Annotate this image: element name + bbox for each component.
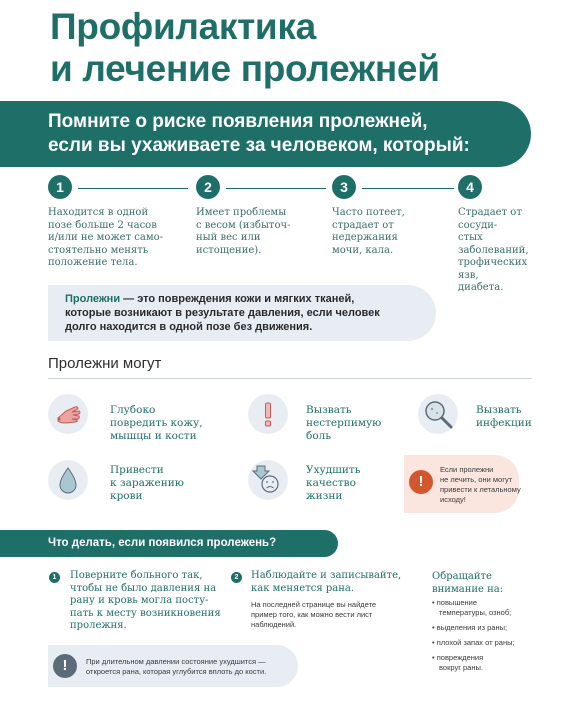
step-1-line: позе больше 2 часов xyxy=(48,219,157,231)
lethal-warning-text xyxy=(440,465,521,505)
action-1-line: Поверните больного так, xyxy=(70,570,203,581)
step-2-line: Имеет проблемы xyxy=(196,207,287,218)
risk-banner xyxy=(0,101,531,167)
list-item xyxy=(432,598,515,618)
risk-4-line: крови xyxy=(110,490,143,502)
action-2-note xyxy=(251,600,376,630)
risk-item-2 xyxy=(306,404,381,443)
risk-5-line: качество xyxy=(306,477,356,489)
action-1-line: пролежня. xyxy=(70,620,127,631)
risk-3-line: инфекции xyxy=(476,417,532,429)
warning-icon: ! xyxy=(409,470,433,494)
step-text-2 xyxy=(196,207,290,257)
step-4-line: трофических язв, xyxy=(458,257,528,281)
step-connector xyxy=(78,188,188,189)
action-1-line: рану и кровь могла посту- xyxy=(70,595,209,606)
step-3-line: недержания xyxy=(332,232,398,243)
step-number-2: 2 xyxy=(196,175,220,199)
risk-4-line: к заражению xyxy=(110,477,184,489)
drop-icon xyxy=(48,460,88,500)
risk-item-5 xyxy=(306,464,360,503)
hand-icon xyxy=(48,394,88,434)
step-2-line: истощение). xyxy=(196,244,262,256)
action-1-line: чтобы не было давления на xyxy=(70,582,217,594)
risk-item-3 xyxy=(476,404,532,430)
risk-4-line: Привести xyxy=(110,464,164,476)
action-1-line: пать к месту возникновения xyxy=(70,607,221,619)
warning-line: не лечить, они могут xyxy=(440,475,513,484)
risk-2-line: боль xyxy=(306,430,332,442)
step-1-line: положение тела. xyxy=(48,257,138,268)
risk-1-line: Глубоко xyxy=(110,404,156,416)
definition-box xyxy=(48,285,436,341)
action-number-1: 1 xyxy=(49,572,60,583)
risk-5-line: Ухудшить xyxy=(306,464,361,476)
action-2-line: Наблюдайте и записывайте, xyxy=(251,570,402,581)
section-divider xyxy=(48,378,532,379)
risk-2-line: нестерпимую xyxy=(306,417,382,429)
step-3-line: Часто потеет, xyxy=(332,207,405,218)
action-2-note-line: пример того, как можно вести лист xyxy=(251,610,373,619)
list-item-line: температуры, озноб; xyxy=(439,608,512,617)
action-2-line: как меняется рана. xyxy=(251,582,355,594)
list-item-line: • выделения из раны; xyxy=(432,623,515,633)
list-item-line: вокруг раны. xyxy=(439,663,483,672)
page-title xyxy=(50,6,550,90)
step-number-1: 1 xyxy=(48,175,72,199)
action-2-note-line: На последней странице вы найдете xyxy=(251,600,377,609)
list-item-line: • повышение xyxy=(432,598,515,608)
banner-line-1: Помните о риске появления пролежней, xyxy=(48,111,428,132)
actions-heading: Что делать, если появился пролежень? xyxy=(0,530,338,557)
step-3-line: мочи, кала. xyxy=(332,244,394,256)
risks-heading: Пролежни могут xyxy=(48,355,162,372)
exclamation-icon: ! xyxy=(53,654,77,678)
pressure-note-text xyxy=(86,657,266,677)
step-4-line: Страдает от сосуди- xyxy=(458,207,522,231)
risk-2-line: Вызвать xyxy=(306,404,352,416)
step-2-line: с весом (избыточ- xyxy=(196,219,291,231)
watch-list xyxy=(432,598,515,678)
risk-item-1 xyxy=(110,404,203,443)
action-2-text xyxy=(251,570,401,595)
step-4-line: стых заболеваний, xyxy=(458,232,529,256)
risk-item-4 xyxy=(110,464,184,503)
step-number-4: 4 xyxy=(458,175,482,199)
step-text-3 xyxy=(332,207,405,257)
sad-face-icon xyxy=(248,460,288,500)
note-line: При длительном давлении состояние ухудшится — xyxy=(86,657,266,666)
warning-line: привести к летальному xyxy=(440,485,521,494)
step-4-line: диабета. xyxy=(458,282,504,293)
step-connector xyxy=(226,188,326,189)
step-2-line: ный вес или xyxy=(196,232,261,243)
risk-5-line: жизни xyxy=(306,490,343,502)
action-1-text xyxy=(70,570,221,633)
list-item xyxy=(432,623,515,633)
step-text-4 xyxy=(458,207,538,295)
risk-1-line: повредить кожу, xyxy=(110,417,203,429)
action-number-2: 2 xyxy=(231,572,242,583)
step-number-3: 3 xyxy=(332,175,356,199)
definition-line-1 xyxy=(65,292,436,306)
note-line: откроется рана, которая углубится вплоть до кости. xyxy=(86,667,267,676)
risk-1-line: мышцы и кости xyxy=(110,430,197,442)
title-line-2: и лечение пролежней xyxy=(50,48,440,89)
title-line-1: Профилактика xyxy=(50,6,316,47)
banner-line-2: если вы ухаживаете за человеком, который: xyxy=(48,135,470,156)
risk-steps xyxy=(48,175,538,293)
magnifier-icon xyxy=(418,394,458,434)
action-2-note-line: наблюдений. xyxy=(251,620,297,629)
warning-line: Если пролежни xyxy=(440,465,494,474)
warning-line: исходу! xyxy=(440,495,466,504)
definition-term: Пролежни xyxy=(65,293,121,305)
step-1-line: и/или не может само- xyxy=(48,232,164,243)
definition-line-1-rest: — это повреждения кожи и мягких тканей, xyxy=(120,293,355,305)
step-1-line: стоятельно менять xyxy=(48,244,149,256)
list-item xyxy=(432,653,515,673)
step-3-line: страдает от xyxy=(332,219,394,231)
step-connector xyxy=(362,188,454,189)
watch-title xyxy=(432,571,503,596)
risk-3-line: Вызвать xyxy=(476,404,522,416)
step-text-1 xyxy=(48,207,163,270)
watch-title-line: Обращайте xyxy=(432,571,492,582)
exclamation-icon xyxy=(248,394,288,434)
step-1-line: Находится в одной xyxy=(48,207,149,218)
list-item-line: • плохой запах от раны; xyxy=(432,638,515,648)
list-item xyxy=(432,638,515,648)
list-item-line: • повреждения xyxy=(432,653,515,663)
watch-title-line: внимание на: xyxy=(432,583,504,595)
definition-line-2: которые возникают в результате давления, если человек xyxy=(65,307,380,319)
definition-line-3: долго находится в одной позе без движения. xyxy=(65,321,313,333)
